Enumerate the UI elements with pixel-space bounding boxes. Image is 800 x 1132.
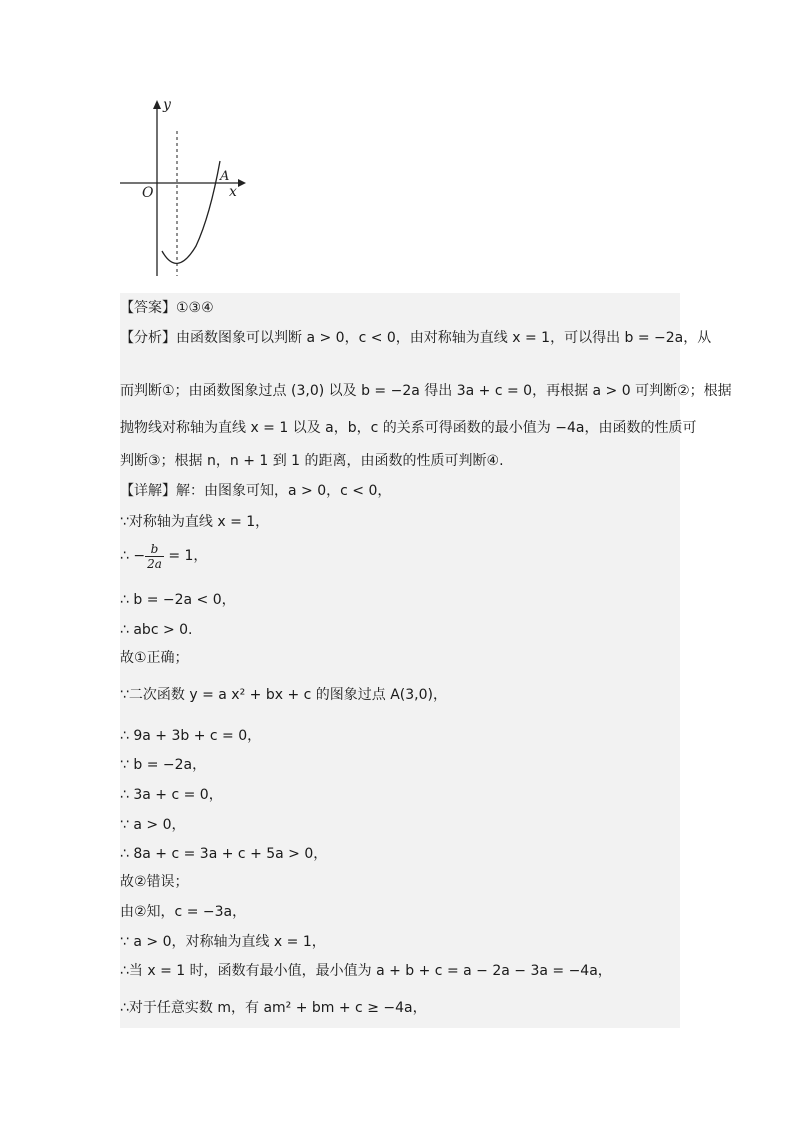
analysis-line: 【分析】由函数图象可以判断 a > 0，c < 0，由对称轴为直线 x = 1，可以得出 b = −2a，从 [120, 330, 712, 346]
point-a-label: A [220, 169, 230, 184]
detail-line: ∴对于任意实数 m，有 am² + bm + c ≥ −4a， [120, 1000, 427, 1016]
detail-line: ∴ 8a + c = 3a + c + 5a > 0， [120, 846, 328, 862]
y-axis-label: y [163, 97, 171, 113]
fraction-denominator: 2a [147, 556, 162, 571]
detail-line: 故①正确； [120, 650, 189, 666]
parabola-curve [162, 161, 220, 263]
parabola-graph [118, 96, 248, 281]
analysis-line: 抛物线对称轴为直线 x = 1 以及 a，b，c 的关系可得函数的最小值为 −4a，由函数的性质可 [120, 420, 697, 436]
analysis-line: 而判断①；由函数图象过点 (3,0) 以及 b = −2a 得出 3a + c = 0，再根据 a > 0 可判断②；根据 [120, 383, 732, 399]
fraction [145, 542, 164, 571]
detail-line: ∴ abc > 0. [120, 622, 193, 638]
detail-line: ∵对称轴为直线 x = 1， [120, 514, 270, 530]
x-axis-arrow [238, 179, 246, 187]
detail-fraction-line [120, 541, 207, 571]
detail-line: ∴ b = −2a < 0， [120, 592, 236, 608]
fraction-numerator: b [145, 542, 164, 557]
answer-line: 【答案】①③④ [120, 300, 214, 316]
fraction-suffix: = 1， [163, 548, 208, 564]
y-axis-arrow [153, 100, 161, 109]
origin-label: O [142, 185, 154, 201]
detail-line: ∴当 x = 1 时，函数有最小值，最小值为 a + b + c = a − 2a − 3a = −4a， [120, 963, 612, 979]
detail-line: ∵ b = −2a， [120, 757, 207, 773]
detail-line: ∴ 3a + c = 0， [120, 787, 223, 803]
detail-line: 故②错误； [120, 874, 189, 890]
detail-line: ∴ 9a + 3b + c = 0， [120, 728, 262, 744]
detail-line: ∵ a > 0，对称轴为直线 x = 1， [120, 934, 326, 950]
detail-line: 由②知，c = −3a， [120, 904, 247, 920]
detail-line: 【详解】解：由图象可知，a > 0，c < 0， [120, 483, 392, 499]
detail-line: ∵二次函数 y = a x² + bx + c 的图象过点 A(3,0)， [120, 687, 447, 703]
fraction-prefix: ∴ − [120, 548, 146, 564]
detail-line: ∵ a > 0， [120, 817, 186, 833]
analysis-line: 判断③；根据 n，n + 1 到 1 的距离，由函数的性质可判断④. [120, 453, 504, 469]
x-axis-label: x [229, 184, 237, 200]
